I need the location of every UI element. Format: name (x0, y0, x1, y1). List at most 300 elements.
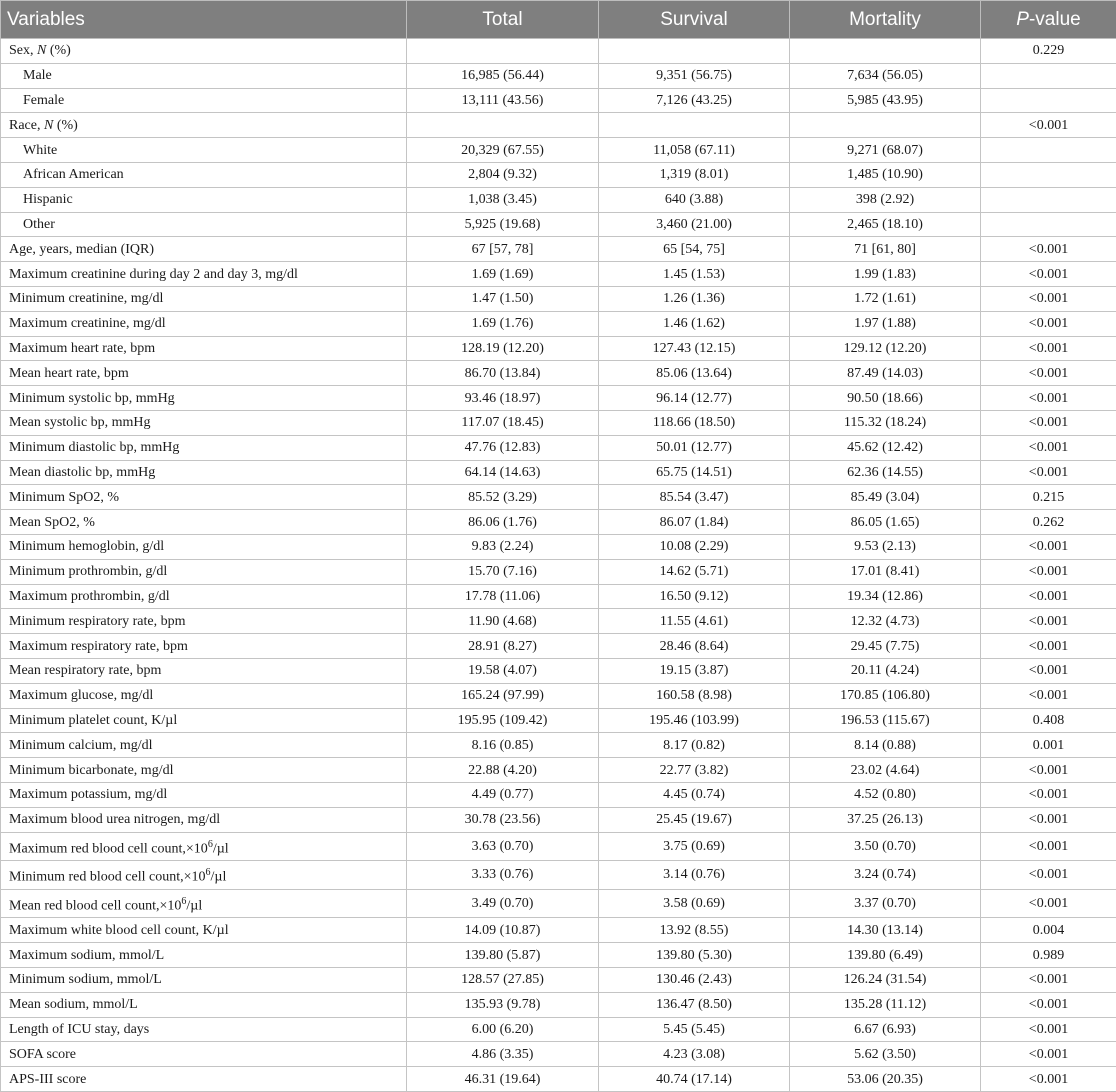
row-label (1, 733, 407, 758)
cell-total: 1,038 (3.45) (407, 187, 599, 212)
cell-mortality: 86.05 (1.65) (790, 510, 981, 535)
row-label (1, 138, 407, 163)
cell-total: 1.69 (1.76) (407, 311, 599, 336)
row-label-text: Mean heart rate, bpm (9, 366, 129, 381)
cell-mortality: 53.06 (20.35) (790, 1067, 981, 1092)
cell-survival: 127.43 (12.15) (599, 336, 790, 361)
row-label-text: Mean diastolic bp, mmHg (9, 465, 155, 480)
cell-p-value (981, 63, 1116, 88)
row-label (1, 658, 407, 683)
cell-survival: 9,351 (56.75) (599, 63, 790, 88)
cell-p-value: <0.001 (981, 361, 1116, 386)
row-label-text: African American (23, 167, 124, 182)
row-label-text: Hispanic (23, 192, 73, 207)
cell-mortality: 5,985 (43.95) (790, 88, 981, 113)
table-row (1, 832, 1116, 861)
cell-survival: 640 (3.88) (599, 187, 790, 212)
row-label (1, 832, 407, 861)
table-row (1, 1067, 1116, 1092)
row-label-text: Sex, (9, 43, 37, 58)
row-label-text: Maximum prothrombin, g/dl (9, 589, 170, 604)
table-row (1, 237, 1116, 262)
row-label-text: Maximum creatinine during day 2 and day 3, mg/dl (9, 267, 298, 282)
row-label-text: Length of ICU stay, days (9, 1022, 149, 1037)
row-label (1, 807, 407, 832)
cell-survival: 8.17 (0.82) (599, 733, 790, 758)
cell-total: 11.90 (4.68) (407, 609, 599, 634)
table-row (1, 1042, 1116, 1067)
cell-total: 86.70 (13.84) (407, 361, 599, 386)
table-row (1, 609, 1116, 634)
row-label-text: Maximum blood urea nitrogen, mg/dl (9, 812, 220, 827)
row-label-unit: /µl (186, 898, 202, 913)
cell-survival: 3,460 (21.00) (599, 212, 790, 237)
row-label (1, 634, 407, 659)
row-label (1, 968, 407, 993)
cell-p-value: 0.215 (981, 485, 1116, 510)
cell-survival: 1,319 (8.01) (599, 162, 790, 187)
cell-mortality: 3.37 (0.70) (790, 889, 981, 918)
header-p-value (981, 1, 1116, 39)
row-label (1, 1042, 407, 1067)
row-label-text: Maximum creatinine, mg/dl (9, 316, 166, 331)
cell-mortality: 1,485 (10.90) (790, 162, 981, 187)
row-label (1, 361, 407, 386)
row-label-italic: N (44, 118, 53, 133)
row-label-text: Mean red blood cell count,×10 (9, 898, 181, 913)
table-row (1, 658, 1116, 683)
cell-mortality: 135.28 (11.12) (790, 992, 981, 1017)
row-label (1, 510, 407, 535)
table-body (1, 39, 1116, 1092)
table-row (1, 435, 1116, 460)
table-row (1, 138, 1116, 163)
row-label-text: Maximum sodium, mmol/L (9, 948, 164, 963)
row-label-text: Minimum systolic bp, mmHg (9, 391, 175, 406)
cell-p-value: <0.001 (981, 889, 1116, 918)
cell-total: 22.88 (4.20) (407, 758, 599, 783)
cell-total (407, 39, 599, 64)
cell-mortality: 1.97 (1.88) (790, 311, 981, 336)
row-label-text: Male (23, 68, 52, 83)
table-header (1, 1, 1116, 39)
table-row (1, 889, 1116, 918)
cell-mortality: 17.01 (8.41) (790, 559, 981, 584)
cell-survival: 28.46 (8.64) (599, 634, 790, 659)
cell-mortality: 3.24 (0.74) (790, 861, 981, 890)
cell-mortality: 90.50 (18.66) (790, 386, 981, 411)
table-row (1, 708, 1116, 733)
cell-total: 4.86 (3.35) (407, 1042, 599, 1067)
cell-mortality: 1.72 (1.61) (790, 286, 981, 311)
cell-p-value: <0.001 (981, 1042, 1116, 1067)
row-label (1, 460, 407, 485)
row-label (1, 992, 407, 1017)
table-row (1, 733, 1116, 758)
table-row (1, 683, 1116, 708)
cell-mortality: 1.99 (1.83) (790, 262, 981, 287)
cell-p-value: <0.001 (981, 311, 1116, 336)
cell-total: 8.16 (0.85) (407, 733, 599, 758)
cell-mortality: 14.30 (13.14) (790, 918, 981, 943)
cell-p-value: <0.001 (981, 968, 1116, 993)
cell-mortality: 126.24 (31.54) (790, 968, 981, 993)
row-label (1, 1067, 407, 1092)
row-label-superscript: 6 (208, 839, 213, 850)
cell-total: 128.19 (12.20) (407, 336, 599, 361)
row-label (1, 336, 407, 361)
cell-mortality: 9.53 (2.13) (790, 534, 981, 559)
cell-survival: 25.45 (19.67) (599, 807, 790, 832)
row-label-text: Minimum prothrombin, g/dl (9, 564, 167, 579)
cell-total: 47.76 (12.83) (407, 435, 599, 460)
cell-survival: 96.14 (12.77) (599, 386, 790, 411)
cell-mortality: 45.62 (12.42) (790, 435, 981, 460)
table-row (1, 968, 1116, 993)
cell-survival: 195.46 (103.99) (599, 708, 790, 733)
cell-p-value: <0.001 (981, 336, 1116, 361)
cell-survival: 14.62 (5.71) (599, 559, 790, 584)
row-label (1, 386, 407, 411)
row-label-text: Minimum creatinine, mg/dl (9, 291, 163, 306)
table-row (1, 510, 1116, 535)
cell-survival: 4.23 (3.08) (599, 1042, 790, 1067)
cell-mortality: 71 [61, 80] (790, 237, 981, 262)
row-label-text: SOFA score (9, 1047, 76, 1062)
row-label (1, 889, 407, 918)
header-row (1, 1, 1116, 39)
row-label-text: Minimum platelet count, K/µl (9, 713, 177, 728)
cell-mortality: 62.36 (14.55) (790, 460, 981, 485)
cell-survival: 3.75 (0.69) (599, 832, 790, 861)
row-label (1, 286, 407, 311)
cell-survival: 19.15 (3.87) (599, 658, 790, 683)
cell-survival: 118.66 (18.50) (599, 410, 790, 435)
cell-total: 135.93 (9.78) (407, 992, 599, 1017)
cell-total: 28.91 (8.27) (407, 634, 599, 659)
cell-p-value: <0.001 (981, 559, 1116, 584)
cell-survival: 1.45 (1.53) (599, 262, 790, 287)
row-label-superscript: 6 (205, 867, 210, 878)
cell-total (407, 113, 599, 138)
cell-p-value: <0.001 (981, 386, 1116, 411)
cell-mortality (790, 113, 981, 138)
table-row (1, 634, 1116, 659)
row-label-text: Maximum glucose, mg/dl (9, 688, 153, 703)
row-label (1, 485, 407, 510)
cell-total: 19.58 (4.07) (407, 658, 599, 683)
row-label-text: Minimum bicarbonate, mg/dl (9, 763, 173, 778)
row-label (1, 534, 407, 559)
row-label-text: White (23, 143, 57, 158)
table-row (1, 410, 1116, 435)
table-row (1, 807, 1116, 832)
table-row (1, 286, 1116, 311)
cell-total: 17.78 (11.06) (407, 584, 599, 609)
cell-survival: 136.47 (8.50) (599, 992, 790, 1017)
cell-mortality: 23.02 (4.64) (790, 758, 981, 783)
cell-p-value (981, 88, 1116, 113)
table-row (1, 361, 1116, 386)
table-row (1, 559, 1116, 584)
row-label-unit: /µl (210, 870, 226, 885)
cell-total: 30.78 (23.56) (407, 807, 599, 832)
cell-p-value: <0.001 (981, 832, 1116, 861)
cell-p-value: <0.001 (981, 237, 1116, 262)
cell-survival: 11,058 (67.11) (599, 138, 790, 163)
cell-total: 86.06 (1.76) (407, 510, 599, 535)
row-label-text: Mean sodium, mmol/L (9, 997, 138, 1012)
cell-p-value: <0.001 (981, 658, 1116, 683)
row-label-text: Age, years, median (IQR) (9, 242, 154, 257)
cell-p-value: <0.001 (981, 992, 1116, 1017)
cell-survival: 50.01 (12.77) (599, 435, 790, 460)
cell-mortality: 8.14 (0.88) (790, 733, 981, 758)
table-row (1, 113, 1116, 138)
cell-total: 3.33 (0.76) (407, 861, 599, 890)
row-label-text: Maximum potassium, mg/dl (9, 787, 167, 802)
cell-survival: 160.58 (8.98) (599, 683, 790, 708)
cell-mortality: 6.67 (6.93) (790, 1017, 981, 1042)
row-label (1, 311, 407, 336)
table-row (1, 460, 1116, 485)
cell-mortality: 196.53 (115.67) (790, 708, 981, 733)
row-label (1, 237, 407, 262)
cell-p-value: <0.001 (981, 609, 1116, 634)
cell-mortality: 5.62 (3.50) (790, 1042, 981, 1067)
row-label-text: Minimum respiratory rate, bpm (9, 614, 186, 629)
cell-mortality: 129.12 (12.20) (790, 336, 981, 361)
table-row (1, 212, 1116, 237)
cell-p-value: <0.001 (981, 807, 1116, 832)
table-row (1, 162, 1116, 187)
cell-p-value: <0.001 (981, 584, 1116, 609)
cell-total: 4.49 (0.77) (407, 782, 599, 807)
row-label (1, 708, 407, 733)
cell-p-value: 0.989 (981, 943, 1116, 968)
cell-total: 165.24 (97.99) (407, 683, 599, 708)
cell-mortality: 170.85 (106.80) (790, 683, 981, 708)
cell-survival: 1.26 (1.36) (599, 286, 790, 311)
table-row (1, 386, 1116, 411)
cell-survival: 139.80 (5.30) (599, 943, 790, 968)
row-label-text: Mean respiratory rate, bpm (9, 663, 161, 678)
row-label-text: Minimum red blood cell count,×10 (9, 870, 205, 885)
header-p-italic: P (1016, 9, 1029, 30)
cell-mortality: 115.32 (18.24) (790, 410, 981, 435)
cell-survival: 130.46 (2.43) (599, 968, 790, 993)
table-row (1, 262, 1116, 287)
row-label-suffix: (%) (46, 43, 71, 58)
cell-mortality: 20.11 (4.24) (790, 658, 981, 683)
cell-survival: 5.45 (5.45) (599, 1017, 790, 1042)
cell-survival (599, 113, 790, 138)
cell-p-value: <0.001 (981, 1017, 1116, 1042)
row-label (1, 918, 407, 943)
cell-mortality: 85.49 (3.04) (790, 485, 981, 510)
row-label-text: Minimum hemoglobin, g/dl (9, 539, 164, 554)
table-row (1, 63, 1116, 88)
row-label (1, 1017, 407, 1042)
table-row (1, 861, 1116, 890)
cell-p-value (981, 187, 1116, 212)
cell-survival: 86.07 (1.84) (599, 510, 790, 535)
table-row (1, 311, 1116, 336)
row-label (1, 943, 407, 968)
table-row (1, 336, 1116, 361)
cell-total: 16,985 (56.44) (407, 63, 599, 88)
cell-p-value: <0.001 (981, 286, 1116, 311)
cell-p-value: <0.001 (981, 113, 1116, 138)
row-label (1, 435, 407, 460)
row-label (1, 584, 407, 609)
cell-p-value: <0.001 (981, 758, 1116, 783)
cell-total: 3.49 (0.70) (407, 889, 599, 918)
cell-survival (599, 39, 790, 64)
row-label (1, 758, 407, 783)
cell-p-value: <0.001 (981, 634, 1116, 659)
cell-survival: 40.74 (17.14) (599, 1067, 790, 1092)
row-label (1, 410, 407, 435)
header-survival: Survival (599, 1, 790, 39)
row-label-unit: /µl (213, 841, 229, 856)
cell-survival: 4.45 (0.74) (599, 782, 790, 807)
cell-p-value: <0.001 (981, 861, 1116, 890)
cell-survival: 65.75 (14.51) (599, 460, 790, 485)
cell-total: 1.47 (1.50) (407, 286, 599, 311)
row-label-text: APS-III score (9, 1072, 86, 1087)
row-label (1, 88, 407, 113)
cell-p-value: 0.408 (981, 708, 1116, 733)
row-label (1, 39, 407, 64)
cell-mortality: 4.52 (0.80) (790, 782, 981, 807)
table-row (1, 534, 1116, 559)
row-label (1, 212, 407, 237)
cell-survival: 16.50 (9.12) (599, 584, 790, 609)
cell-mortality: 139.80 (6.49) (790, 943, 981, 968)
cell-p-value (981, 138, 1116, 163)
row-label-text: Minimum diastolic bp, mmHg (9, 440, 179, 455)
cell-survival: 3.58 (0.69) (599, 889, 790, 918)
cell-mortality: 12.32 (4.73) (790, 609, 981, 634)
cell-mortality: 7,634 (56.05) (790, 63, 981, 88)
cell-total: 5,925 (19.68) (407, 212, 599, 237)
row-label (1, 63, 407, 88)
cell-p-value: 0.262 (981, 510, 1116, 535)
table-row (1, 758, 1116, 783)
cell-total: 195.95 (109.42) (407, 708, 599, 733)
cell-mortality: 19.34 (12.86) (790, 584, 981, 609)
row-label (1, 609, 407, 634)
cell-survival: 1.46 (1.62) (599, 311, 790, 336)
cell-total: 128.57 (27.85) (407, 968, 599, 993)
table-row (1, 485, 1116, 510)
cell-total: 46.31 (19.64) (407, 1067, 599, 1092)
row-label (1, 782, 407, 807)
cell-total: 93.46 (18.97) (407, 386, 599, 411)
table-row (1, 943, 1116, 968)
table-row (1, 992, 1116, 1017)
cell-total: 9.83 (2.24) (407, 534, 599, 559)
row-label-superscript: 6 (181, 896, 186, 907)
cell-total: 2,804 (9.32) (407, 162, 599, 187)
cell-total: 64.14 (14.63) (407, 460, 599, 485)
header-variables: Variables (1, 1, 407, 39)
row-label-text: Mean systolic bp, mmHg (9, 415, 151, 430)
row-label-text: Maximum red blood cell count,×10 (9, 841, 208, 856)
cell-p-value: 0.229 (981, 39, 1116, 64)
row-label (1, 861, 407, 890)
cell-total: 14.09 (10.87) (407, 918, 599, 943)
table-row (1, 187, 1116, 212)
cell-survival: 3.14 (0.76) (599, 861, 790, 890)
cell-total: 6.00 (6.20) (407, 1017, 599, 1042)
cell-mortality: 398 (2.92) (790, 187, 981, 212)
cell-total: 15.70 (7.16) (407, 559, 599, 584)
cell-mortality: 3.50 (0.70) (790, 832, 981, 861)
row-label-text: Maximum white blood cell count, K/µl (9, 923, 229, 938)
table-row (1, 918, 1116, 943)
row-label-text: Other (23, 217, 55, 232)
cell-total: 117.07 (18.45) (407, 410, 599, 435)
header-p-suffix: -value (1029, 9, 1081, 30)
cell-survival: 13.92 (8.55) (599, 918, 790, 943)
cell-mortality (790, 39, 981, 64)
cell-total: 1.69 (1.69) (407, 262, 599, 287)
header-total: Total (407, 1, 599, 39)
table-row (1, 1017, 1116, 1042)
cell-mortality: 87.49 (14.03) (790, 361, 981, 386)
cell-total: 3.63 (0.70) (407, 832, 599, 861)
cell-p-value (981, 212, 1116, 237)
cell-mortality: 2,465 (18.10) (790, 212, 981, 237)
cell-survival: 10.08 (2.29) (599, 534, 790, 559)
cell-p-value: <0.001 (981, 262, 1116, 287)
row-label-text: Minimum calcium, mg/dl (9, 738, 153, 753)
table-row (1, 39, 1116, 64)
row-label-text: Maximum respiratory rate, bpm (9, 639, 188, 654)
cell-survival: 7,126 (43.25) (599, 88, 790, 113)
row-label (1, 683, 407, 708)
row-label-text: Race, (9, 118, 44, 133)
cell-survival: 85.06 (13.64) (599, 361, 790, 386)
cell-p-value: <0.001 (981, 410, 1116, 435)
cell-total: 13,111 (43.56) (407, 88, 599, 113)
cell-p-value: <0.001 (981, 534, 1116, 559)
cell-mortality: 37.25 (26.13) (790, 807, 981, 832)
header-mortality: Mortality (790, 1, 981, 39)
cell-survival: 85.54 (3.47) (599, 485, 790, 510)
cell-survival: 22.77 (3.82) (599, 758, 790, 783)
row-label (1, 559, 407, 584)
cell-p-value: <0.001 (981, 435, 1116, 460)
row-label (1, 113, 407, 138)
cell-p-value: <0.001 (981, 460, 1116, 485)
cell-p-value: <0.001 (981, 1067, 1116, 1092)
row-label-text: Maximum heart rate, bpm (9, 341, 155, 356)
row-label-italic: N (37, 43, 46, 58)
cell-total: 20,329 (67.55) (407, 138, 599, 163)
row-label-text: Minimum SpO2, % (9, 490, 119, 505)
cell-survival: 11.55 (4.61) (599, 609, 790, 634)
row-label-suffix: (%) (53, 118, 78, 133)
row-label (1, 187, 407, 212)
row-label-text: Female (23, 93, 64, 108)
cell-total: 85.52 (3.29) (407, 485, 599, 510)
cell-p-value (981, 162, 1116, 187)
cell-p-value: <0.001 (981, 782, 1116, 807)
row-label-text: Minimum sodium, mmol/L (9, 972, 162, 987)
